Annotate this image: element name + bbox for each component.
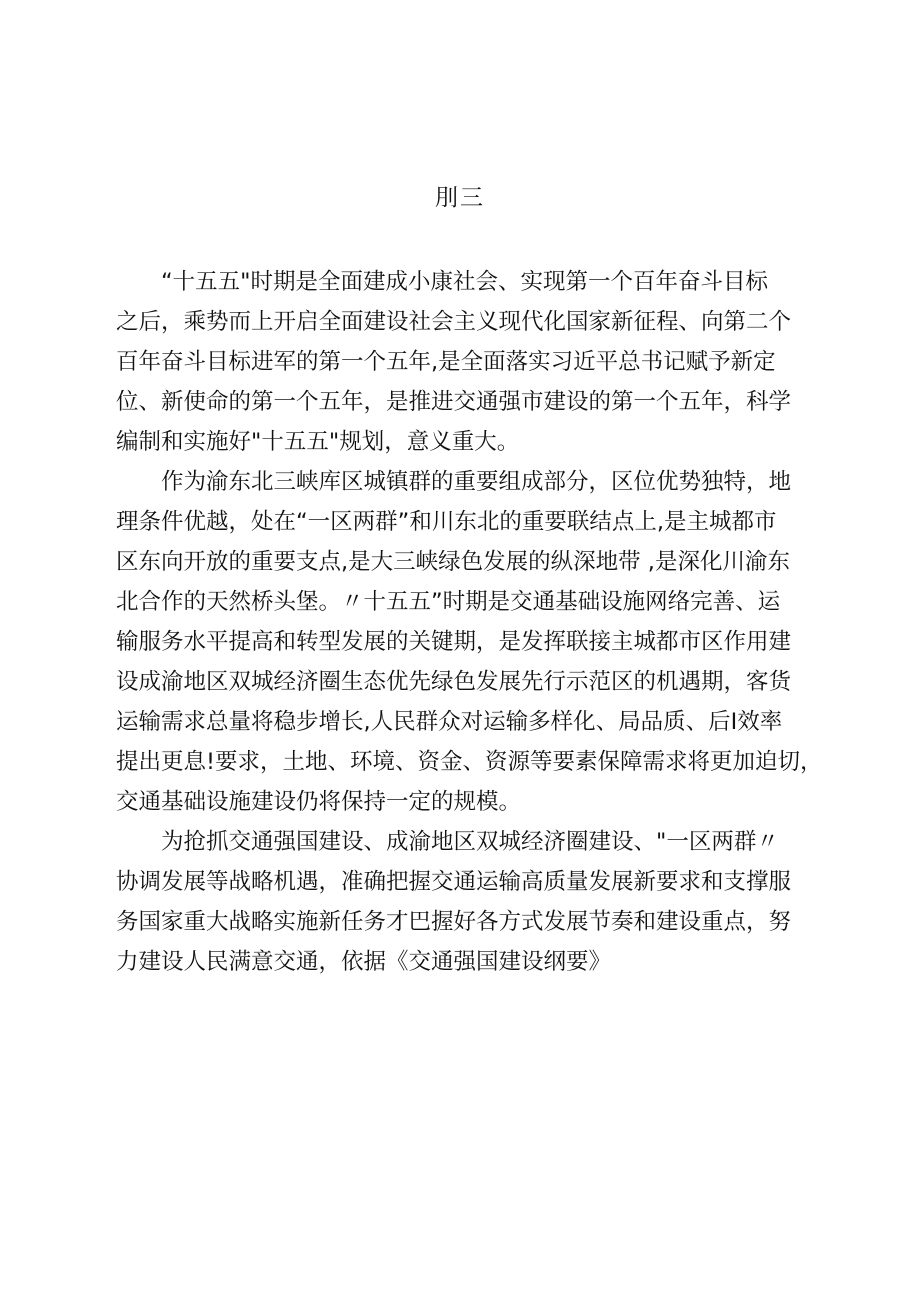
text-line: 运输需求总量将稳步增长,人民群众对运输多样化、局品质、后I效率: [116, 709, 783, 735]
paragraph-2: [116, 462, 823, 822]
text-line: 北合作的天然桥头堡。〃十五五”时期是交通基础设施网络完善、运: [116, 589, 781, 615]
text-line: 提出更息!要求，土地、环境、资金、资源等要素保障需求将更加迫切，: [116, 749, 823, 775]
text-line: 力建设人民满意交通，依据《交通强国建设纲要》: [116, 949, 612, 975]
body-text: [116, 262, 823, 982]
text-line: 理条件优越，处在“一区两群”和川东北的重要联结点上,是主城都市: [116, 509, 777, 535]
page-title: 刖三: [435, 185, 485, 211]
text-line: “十五五"时期是全面建成小康社会、实现第一个百年奋斗目标: [161, 269, 769, 295]
text-line: 交通基础设施建设仍将保持一定的规模。: [116, 789, 522, 815]
text-line: 务国家重大战略实施新任务才巴握好各方式发展节奏和建设重点，努: [116, 909, 792, 935]
text-line: 设成渝地区双城经济圈生态优先绿色发展先行示范区的机遇期，客货: [116, 669, 792, 695]
paragraph-3: [116, 822, 806, 982]
text-line: 输服务水平提高和转型发展的关键期，是发挥联接主城都市区作用建: [116, 629, 792, 655]
text-line: 区东向开放的重要支点,是大三峡绿色发展的纵深地带 ,是深化川渝东: [116, 549, 790, 575]
text-line: 协调发展等战略机遇，准确把握交通运输高质量发展新要求和支撑服: [116, 869, 792, 895]
text-line: 位、新使命的第一个五年，是推进交通强市建设的第一个五年，科学: [116, 389, 792, 415]
paragraph-1: [116, 262, 806, 462]
text-line: 之后，乘势而上开启全面建设社会主义现代化国家新征程、向第二个: [116, 309, 792, 335]
text-line: 作为渝东北三峡库区城镇群的重要组成部分，区位优势独特，地: [161, 469, 792, 495]
text-line: 百年奋斗目标进军的第一个五年,是全面落实习近平总书记赋予新定: [116, 349, 776, 375]
text-line: 编制和实施好"十五五"规划，意义重大。: [116, 429, 520, 455]
text-line: 为抢抓交通强国建设、成渝地区双城经济圈建设、"一区两群〃: [161, 829, 779, 855]
